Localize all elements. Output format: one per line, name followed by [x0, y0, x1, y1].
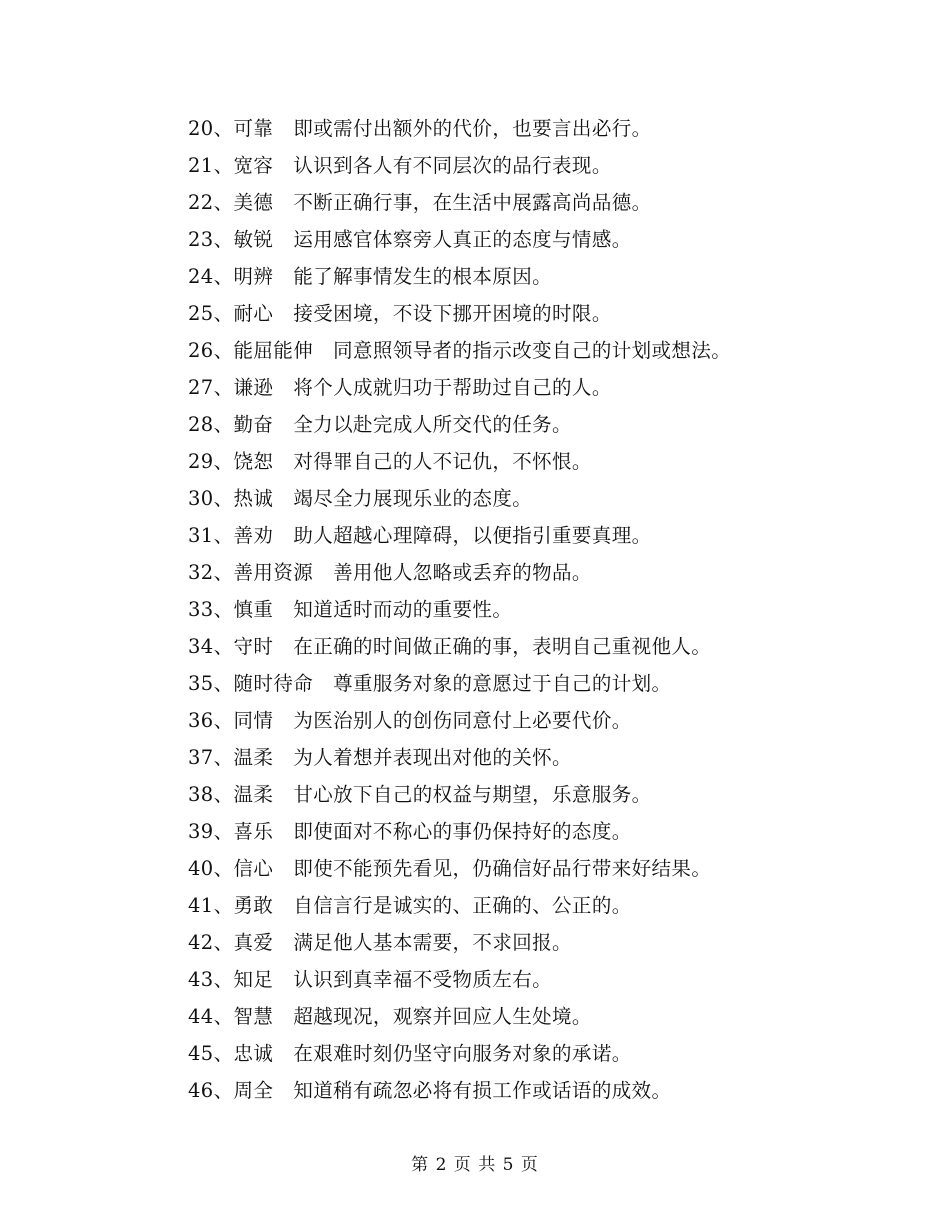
item-description: 为医治别人的创伤同意付上必要代价。	[293, 709, 632, 732]
item-number: 29、	[188, 450, 234, 473]
item-number: 43、	[188, 968, 234, 991]
item-description: 同意照领导者的指示改变自己的计划或想法。	[333, 339, 732, 362]
item-description: 尊重服务对象的意愿过于自己的计划。	[333, 672, 672, 695]
list-item	[188, 221, 908, 258]
item-term: 喜乐	[233, 820, 274, 843]
item-number: 36、	[188, 709, 234, 732]
item-term: 能屈能伸	[233, 339, 314, 362]
item-term: 可靠	[233, 117, 274, 140]
item-number: 34、	[188, 635, 234, 658]
list-item	[188, 258, 908, 295]
item-term: 慎重	[233, 598, 274, 621]
item-term: 勇敢	[233, 894, 274, 917]
list-item	[188, 369, 908, 406]
item-term: 真爱	[233, 931, 274, 954]
item-number: 40、	[188, 857, 234, 880]
list-item	[188, 184, 908, 221]
item-term: 敏锐	[233, 228, 274, 251]
item-number: 26、	[188, 339, 234, 362]
list-item	[188, 332, 908, 369]
item-number: 44、	[188, 1005, 234, 1028]
item-term: 勤奋	[233, 413, 274, 436]
item-description: 全力以赴完成人所交代的任务。	[293, 413, 572, 436]
item-term: 同情	[233, 709, 274, 732]
item-description: 知道适时而动的重要性。	[293, 598, 513, 621]
item-description: 运用感官体察旁人真正的态度与情感。	[293, 228, 632, 251]
list-item	[188, 443, 908, 480]
list-item	[188, 110, 908, 147]
list-item	[188, 147, 908, 184]
item-description: 即或需付出额外的代价，也要言出必行。	[293, 117, 652, 140]
item-term: 善劝	[233, 524, 274, 547]
item-term: 忠诚	[233, 1042, 274, 1065]
item-number: 41、	[188, 894, 234, 917]
item-number: 27、	[188, 376, 234, 399]
item-number: 37、	[188, 746, 234, 769]
item-term: 明辨	[233, 265, 274, 288]
item-description: 助人超越心理障碍，以便指引重要真理。	[293, 524, 652, 547]
item-description: 超越现况，观察并回应人生处境。	[293, 1005, 592, 1028]
item-description: 即使不能预先看见，仍确信好品行带来好结果。	[293, 857, 712, 880]
item-description: 认识到各人有不同层次的品行表现。	[293, 154, 612, 177]
item-description: 竭尽全力展现乐业的态度。	[293, 487, 533, 510]
list-item	[188, 591, 908, 628]
item-description: 自信言行是诚实的、正确的、公正的。	[293, 894, 632, 917]
item-number: 31、	[188, 524, 234, 547]
item-description: 即使面对不称心的事仍保持好的态度。	[293, 820, 632, 843]
item-term: 守时	[233, 635, 274, 658]
list-item	[188, 295, 908, 332]
item-description: 将个人成就归功于帮助过自己的人。	[293, 376, 612, 399]
item-term: 善用资源	[233, 561, 314, 584]
list-item	[188, 1072, 908, 1109]
item-description: 认识到真幸福不受物质左右。	[293, 968, 553, 991]
page-footer: 第 2 页 共 5 页	[411, 1155, 539, 1175]
item-number: 46、	[188, 1079, 234, 1102]
item-number: 38、	[188, 783, 234, 806]
list-item	[188, 850, 908, 887]
list-item	[188, 924, 908, 961]
item-term: 谦逊	[233, 376, 274, 399]
item-term: 耐心	[233, 302, 274, 325]
list-item	[188, 961, 908, 998]
item-number: 23、	[188, 228, 234, 251]
list-item	[188, 517, 908, 554]
list-item	[188, 1035, 908, 1072]
item-term: 随时待命	[233, 672, 314, 695]
item-number: 45、	[188, 1042, 234, 1065]
item-term: 周全	[233, 1079, 274, 1102]
item-term: 美德	[233, 191, 274, 214]
item-term: 温柔	[233, 746, 274, 769]
list-item	[188, 554, 908, 591]
item-number: 21、	[188, 154, 234, 177]
item-description: 为人着想并表现出对他的关怀。	[293, 746, 572, 769]
item-number: 30、	[188, 487, 234, 510]
item-term: 热诚	[233, 487, 274, 510]
item-term: 知足	[233, 968, 274, 991]
item-description: 知道稍有疏忽必将有损工作或话语的成效。	[293, 1079, 672, 1102]
item-term: 饶恕	[233, 450, 274, 473]
item-term: 宽容	[233, 154, 274, 177]
list-item	[188, 887, 908, 924]
item-number: 24、	[188, 265, 234, 288]
list-item	[188, 665, 908, 702]
item-number: 33、	[188, 598, 234, 621]
item-description: 不断正确行事，在生活中展露高尚品德。	[293, 191, 652, 214]
item-description: 满足他人基本需要，不求回报。	[293, 931, 572, 954]
list-item	[188, 406, 908, 443]
list-item	[188, 998, 908, 1035]
item-term: 信心	[233, 857, 274, 880]
item-number: 42、	[188, 931, 234, 954]
item-description: 在正确的时间做正确的事，表明自己重视他人。	[293, 635, 712, 658]
list-item	[188, 702, 908, 739]
item-term: 智慧	[233, 1005, 274, 1028]
item-number: 32、	[188, 561, 234, 584]
item-description: 善用他人忽略或丢弃的物品。	[333, 561, 592, 584]
item-term: 温柔	[233, 783, 274, 806]
list-item	[188, 739, 908, 776]
item-description: 甘心放下自己的权益与期望，乐意服务。	[293, 783, 652, 806]
document-body	[188, 110, 908, 1109]
item-description: 在艰难时刻仍坚守向服务对象的承诺。	[293, 1042, 632, 1065]
item-description: 接受困境，不设下挪开困境的时限。	[293, 302, 612, 325]
item-number: 20、	[188, 117, 234, 140]
list-item	[188, 480, 908, 517]
item-number: 28、	[188, 413, 234, 436]
list-item	[188, 776, 908, 813]
item-description: 能了解事情发生的根本原因。	[293, 265, 553, 288]
item-number: 39、	[188, 820, 234, 843]
list-item	[188, 628, 908, 665]
item-number: 25、	[188, 302, 234, 325]
item-description: 对得罪自己的人不记仇，不怀恨。	[293, 450, 592, 473]
item-number: 22、	[188, 191, 234, 214]
list-item	[188, 813, 908, 850]
item-number: 35、	[188, 672, 234, 695]
